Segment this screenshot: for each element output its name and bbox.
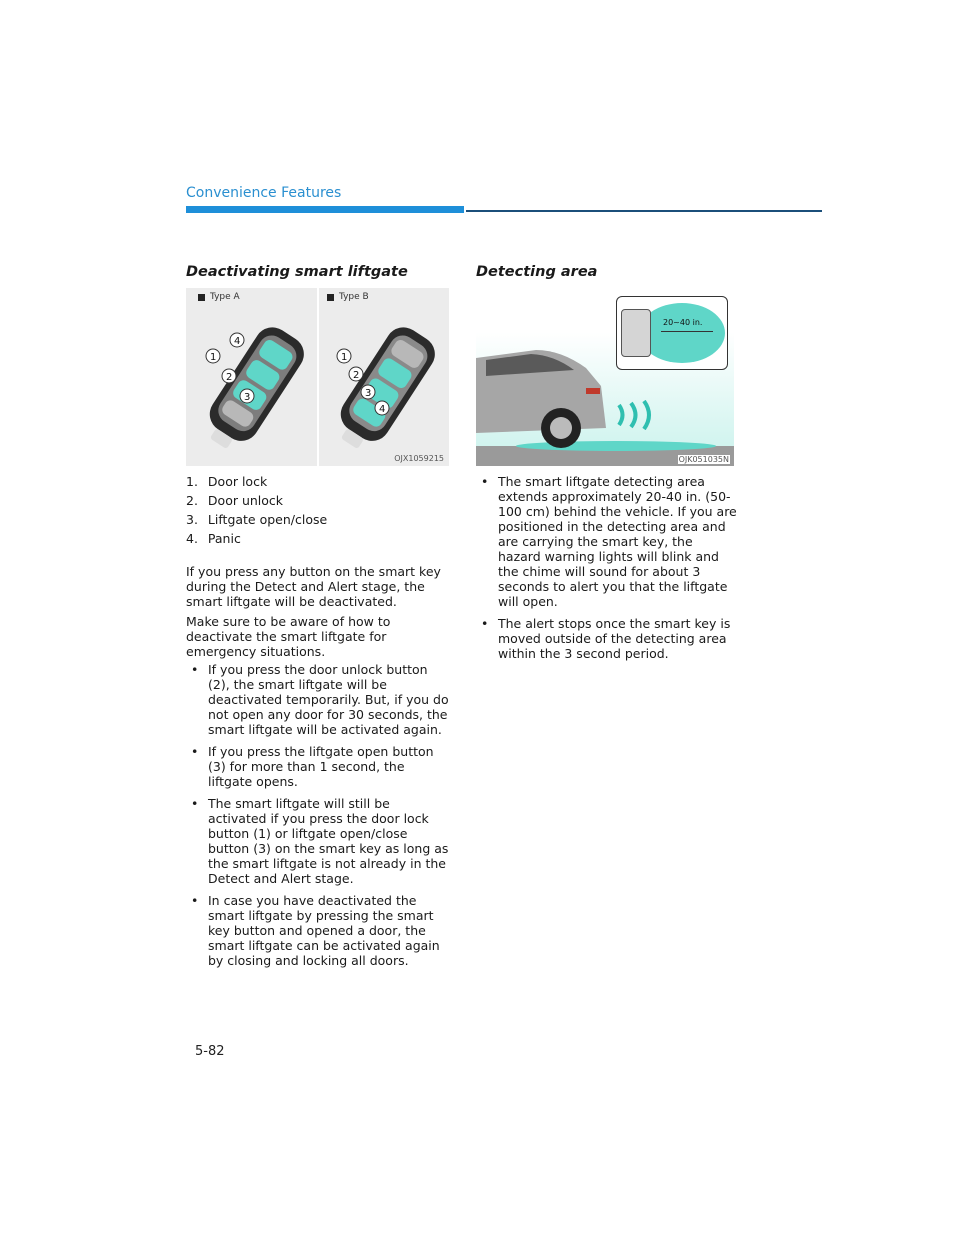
- page-number: 5-82: [195, 1044, 225, 1059]
- list-item: • The alert stops once the smart key is moved outside of the detecting area within the 3 second period.: [476, 616, 738, 661]
- figure-divider: [317, 288, 319, 466]
- signal-wave-icon: [614, 400, 664, 430]
- type-a-label: [198, 292, 240, 302]
- header-rule-thin: [466, 210, 822, 212]
- svg-text:2: 2: [226, 372, 233, 383]
- list-item: • The smart liftgate will still be activated if you press the door lock button (1) or liftgate open/close button (3) on the smart key as long as the smart liftgate is not already in the Detect and Alert stage.: [186, 796, 452, 886]
- detecting-area-figure: [476, 288, 734, 466]
- heading-deactivating: Deactivating smart liftgate: [186, 264, 408, 280]
- svg-text:3: 3: [244, 392, 251, 403]
- list-item: 1. Door lock: [186, 474, 268, 489]
- svg-text:1: 1: [210, 352, 217, 363]
- list-item: 4. Panic: [186, 531, 241, 546]
- svg-text:2: 2: [353, 370, 360, 381]
- section-title: Convenience Features: [186, 185, 342, 201]
- paragraph-deactivate: If you press any button on the smart key during the Detect and Alert stage, the smart liftgate will be deactivated.: [186, 564, 441, 609]
- smart-key-icon: [191, 316, 316, 464]
- type-a-text: Type A: [210, 292, 240, 302]
- list-item: 2. Door unlock: [186, 493, 284, 508]
- right-bullet-list: [476, 474, 738, 668]
- list-item: • If you press the door unlock button (2), the smart liftgate will be deactivated temporarily. But, if you do not open any door for 30 seconds, the smart liftgate will be activated again.: [186, 662, 452, 737]
- smart-key-figure: [186, 288, 449, 466]
- svg-text:3: 3: [365, 388, 372, 399]
- figure-code-right: OJK051035N: [678, 455, 729, 464]
- type-b-text: Type B: [339, 292, 369, 302]
- svg-text:4: 4: [379, 404, 386, 415]
- distance-arrow: [661, 331, 713, 332]
- smart-key-icon: [322, 316, 447, 464]
- left-bullet-list: [186, 662, 452, 975]
- svg-text:1: 1: [341, 352, 348, 363]
- detecting-zone: [639, 303, 725, 363]
- list-item: 3. Liftgate open/close: [186, 512, 328, 527]
- button-list: [186, 474, 327, 546]
- car-rear: [621, 309, 651, 357]
- figure-code-left: OJX1059215: [394, 454, 444, 463]
- paragraph-aware: Make sure to be aware of how to deactivate the smart liftgate for emergency situations.: [186, 614, 391, 659]
- heading-detecting-area: Detecting area: [476, 264, 598, 280]
- list-item: • The smart liftgate detecting area extends approximately 20-40 in. (50-100 cm) behind the vehicle. If you are positioned in the detecting area and are carrying the smart key, the hazard warning lights will blink and the chime will sound for about 3 seconds to alert you that the liftgate will open.: [476, 474, 738, 609]
- distance-label: 20~40 in.: [663, 318, 703, 327]
- header-rule-thick: [186, 206, 464, 213]
- list-item: • In case you have deactivated the smart liftgate by pressing the smart key button and opened a door, the smart liftgate can be activated again by closing and locking all doors.: [186, 893, 452, 968]
- type-b-label: [327, 292, 369, 302]
- detecting-area-inset: [616, 296, 728, 370]
- list-item: • If you press the liftgate open button (3) for more than 1 second, the liftgate opens.: [186, 744, 452, 789]
- svg-text:4: 4: [234, 336, 241, 347]
